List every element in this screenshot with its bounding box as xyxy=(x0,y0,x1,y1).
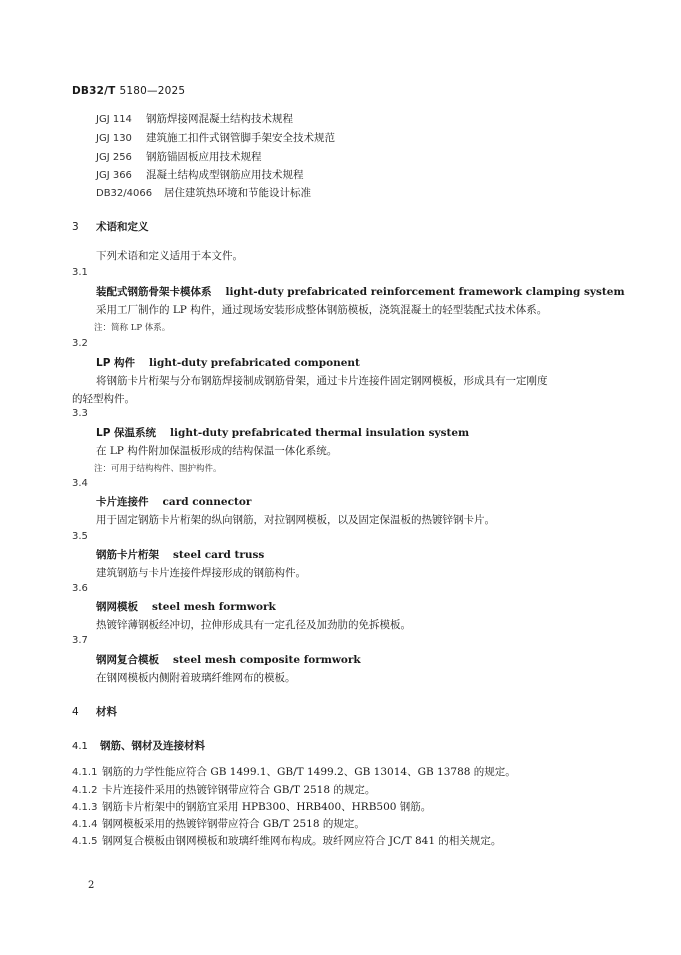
term-number: 3.7 xyxy=(72,635,88,646)
subsection-title: 钢筋、钢材及连接材料 xyxy=(100,740,205,752)
reference-item xyxy=(96,130,335,145)
clause-text: 钢网复合模板由钢网模板和玻璃纤维网布构成。玻纤网应符合 JC/T 841 的相关规定。 xyxy=(102,835,502,847)
term-definition: 在钢网模板内侧附着玻璃纤维网布的模板。 xyxy=(96,672,296,684)
term-number: 3.2 xyxy=(72,338,88,349)
term-heading xyxy=(96,652,361,667)
term-en: steel mesh composite formwork xyxy=(173,654,361,666)
term-note: 注：可用于结构构件、围护构件。 xyxy=(94,464,222,474)
section-number: 4 xyxy=(72,706,79,718)
section-title: 术语和定义 xyxy=(96,221,149,233)
term-heading xyxy=(96,599,276,614)
term-heading xyxy=(96,284,625,299)
reference-title: 混凝土结构成型钢筋应用技术规程 xyxy=(146,169,304,181)
clause-number: 4.1.5 xyxy=(72,836,98,847)
term-cn: 卡片连接件 xyxy=(96,496,149,508)
term-number: 3.3 xyxy=(72,408,88,419)
clause-text: 钢筋卡片桁架中的钢筋宜采用 HPB300、HRB400、HRB500 钢筋。 xyxy=(102,801,432,813)
reference-code: JGJ 366 xyxy=(96,170,132,181)
term-definition: 将钢筋卡片桁架与分布钢筋焊接制成钢筋骨架，通过卡片连接件固定钢网模板，形成具有一定刚度 xyxy=(96,375,548,387)
clause xyxy=(72,782,375,797)
term-heading xyxy=(96,425,469,440)
term-cn: 钢筋卡片桁架 xyxy=(96,549,159,561)
reference-code: DB32/4066 xyxy=(96,188,153,199)
clause xyxy=(72,833,501,848)
clause-text: 钢筋的力学性能应符合 GB 1499.1、GB/T 1499.2、GB 13014、GB 13788 的规定。 xyxy=(102,766,516,778)
term-heading xyxy=(96,494,251,509)
clause-text: 卡片连接件采用的热镀锌钢带应符合 GB/T 2518 的规定。 xyxy=(102,784,376,796)
clause xyxy=(72,816,365,831)
term-definition: 热镀锌薄钢板经冲切，拉伸形成具有一定孔径及加劲肋的免拆模板。 xyxy=(96,619,411,631)
term-heading xyxy=(96,355,360,370)
reference-title: 建筑施工扣件式钢管脚手架安全技术规范 xyxy=(146,132,335,144)
term-cn: 装配式钢筋骨架卡模体系 xyxy=(96,286,212,298)
clause-number: 4.1.4 xyxy=(72,819,98,830)
standard-code: DB32/T xyxy=(72,85,116,97)
term-cn: LP 保温系统 xyxy=(96,427,157,439)
section-heading xyxy=(72,704,117,719)
term-definition: 建筑钢筋与卡片连接件焊接形成的钢筋构件。 xyxy=(96,567,306,579)
section-heading xyxy=(72,219,149,234)
term-definition-cont: 的轻型构件。 xyxy=(72,393,135,405)
term-definition: 在 LP 构件附加保温板形成的结构保温一体化系统。 xyxy=(96,445,338,457)
term-cn: 钢网模板 xyxy=(96,601,138,613)
clause xyxy=(72,799,431,814)
reference-code: JGJ 114 xyxy=(96,114,132,125)
clause-text: 钢网模板采用的热镀锌钢带应符合 GB/T 2518 的规定。 xyxy=(102,818,365,830)
reference-title: 钢筋锚固板应用技术规程 xyxy=(146,151,262,163)
reference-item xyxy=(96,167,304,182)
term-number: 3.5 xyxy=(72,531,88,542)
term-en: light-duty prefabricated reinforcement framework clamping system xyxy=(225,286,625,298)
section-number: 3 xyxy=(72,221,79,233)
term-number: 3.1 xyxy=(72,267,88,278)
reference-code: JGJ 130 xyxy=(96,133,132,144)
subsection-number: 4.1 xyxy=(72,741,88,752)
reference-code: JGJ 256 xyxy=(96,152,132,163)
reference-title: 居住建筑热环境和节能设计标准 xyxy=(164,187,311,199)
term-number: 3.6 xyxy=(72,583,88,594)
clause-number: 4.1.3 xyxy=(72,802,98,813)
term-number: 3.4 xyxy=(72,478,88,489)
term-heading xyxy=(96,547,264,562)
clause-number: 4.1.1 xyxy=(72,767,98,778)
term-definition: 采用工厂制作的 LP 构件，通过现场安装形成整体钢筋模板，浇筑混凝土的轻型装配式技术体系。 xyxy=(96,304,548,316)
section-intro: 下列术语和定义适用于本文件。 xyxy=(96,250,243,262)
reference-item xyxy=(96,111,293,126)
term-en: steel mesh formwork xyxy=(152,601,276,613)
reference-item xyxy=(96,149,262,164)
clause xyxy=(72,764,516,779)
reference-title: 钢筋焊接网混凝土结构技术规程 xyxy=(146,113,293,125)
document-header xyxy=(72,85,185,97)
term-note: 注：简称 LP 体系。 xyxy=(94,323,171,333)
section-title: 材料 xyxy=(96,706,117,718)
term-cn: 钢网复合模板 xyxy=(96,654,159,666)
term-definition: 用于固定钢筋卡片桁架的纵向钢筋，对拉钢网模板，以及固定保温板的热镀锌钢卡片。 xyxy=(96,514,495,526)
standard-number: 5180—2025 xyxy=(119,85,186,97)
term-cn: LP 构件 xyxy=(96,357,136,369)
term-en: card connector xyxy=(162,496,252,508)
term-en: light-duty prefabricated component xyxy=(149,357,360,369)
term-en: light-duty prefabricated thermal insulation system xyxy=(170,427,470,439)
term-en: steel card truss xyxy=(173,549,265,561)
clause-number: 4.1.2 xyxy=(72,785,98,796)
page-number: 2 xyxy=(88,880,95,891)
reference-item xyxy=(96,185,311,200)
subsection-heading xyxy=(72,738,205,753)
